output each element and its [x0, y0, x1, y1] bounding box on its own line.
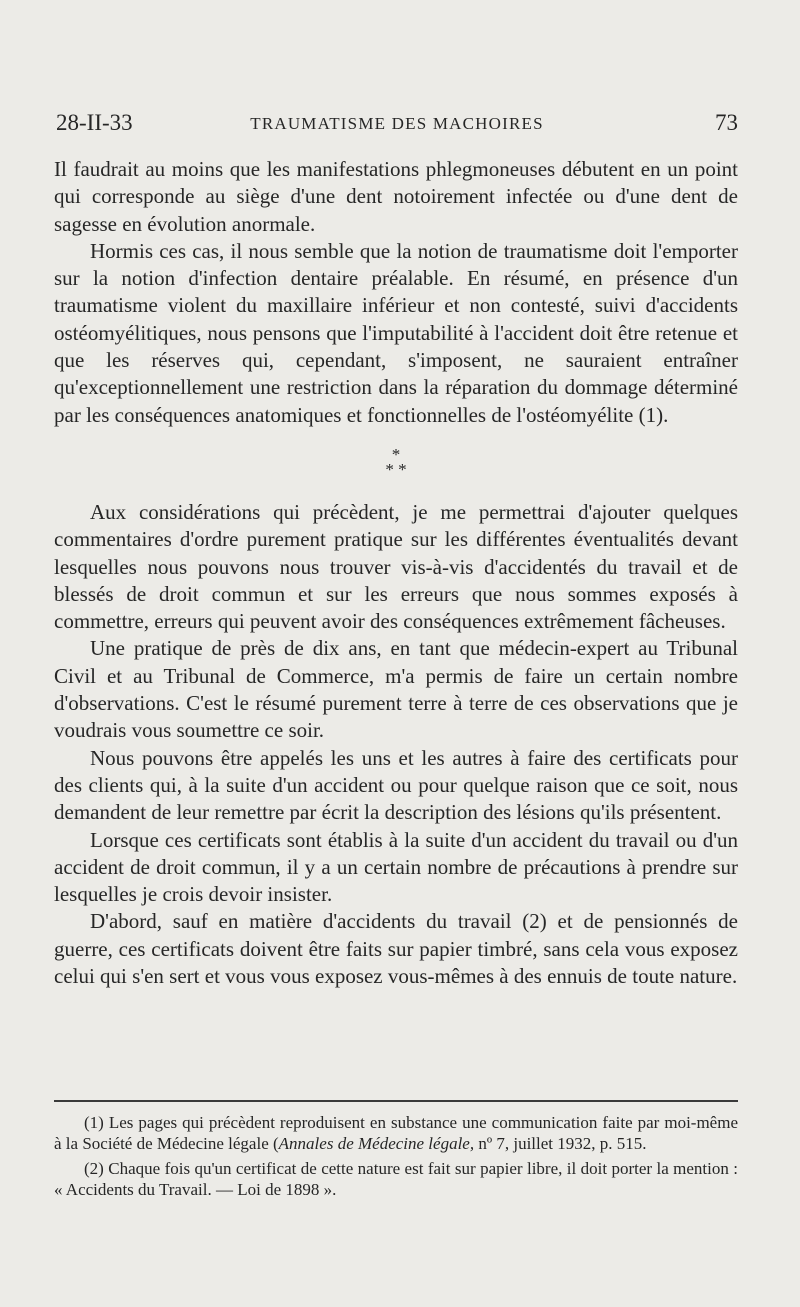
paragraph: Lorsque ces certificats sont établis à la suite d'un accident du travail ou d'un accident de droit commun, il y a un certain nombre de précautions à prendre sur lesquelles je crois devoir insister.: [54, 827, 738, 907]
section-separator: [54, 444, 738, 479]
footnote-2: (2) Chaque fois qu'un certificat de cette nature est fait sur papier libre, il doit porter la mention : « Accidents du Travail. — Loi de 1898 ».: [54, 1159, 738, 1199]
footnote-1: [54, 1112, 738, 1154]
paragraph: Nous pouvons être appelés les uns et les autres à faire des certificats pour des clients qui, à la suite d'un accident ou pour quelque raison que ce soit, nous demandent de leur remettre par écrit la description des lésions qu'ils présentent.: [54, 745, 738, 825]
header-date: 28-II-33: [56, 110, 133, 135]
body-text: [54, 156, 738, 990]
paragraph: Aux considérations qui précèdent, je me permettrai d'ajouter quelques commentaires d'ordre purement pratique sur les différentes éventualités devant lesquelles nous pouvons nous trouver vis-à-vis d'accidentés du travail et de blessés de droit commun et sur les erreurs que nous sommes exposés à commettre, erreurs qui peuvent avoir des conséquences extrêmement fâcheuses.: [54, 499, 738, 634]
separator-star-top: *: [391, 444, 401, 464]
footnote-1-journal: Annales de Médecine légale,: [278, 1134, 475, 1153]
running-header: [56, 110, 738, 142]
paragraph: Une pratique de près de dix ans, en tant que médecin-expert au Tribunal Civil et au Tribunal de Commerce, m'a permis de faire un certain nombre d'observations. C'est le résumé purement terre à terre de ces observations que je voudrais vous soumettre ce soir.: [54, 636, 738, 743]
header-title: TRAUMATISME DES MACHOIRES: [250, 114, 544, 133]
footnote-1-text: (1) Les pages qui précèdent reproduisent en substance une communication faite par moi-même à la Société de Médecine légale (: [54, 1113, 738, 1153]
paragraph: D'abord, sauf en matière d'accidents du travail (2) et de pensionnés de guerre, ces certificats doivent être faits sur papier timbré, sans cela vous exposez celui qui s'en sert et vous vous exposez vous-mêmes à des ennuis de toute nature.: [54, 909, 738, 989]
footnote-1-citation: nº 7, juillet 1932, p. 515.: [474, 1134, 647, 1153]
paragraph: Il faudrait au moins que les manifestations phlegmoneuses débutent en un point qui corresponde au siège d'une dent notoirement infectée ou d'une dent de sagesse en évolution anormale.: [54, 157, 738, 236]
separator-stars-bottom: * *: [385, 459, 407, 479]
footnotes: [54, 1112, 738, 1204]
paragraph: Hormis ces cas, il nous semble que la notion de traumatisme doit l'emporter sur la notion d'infection dentaire préalable. En résumé, en présence d'un traumatisme violent du maxillaire inférieur et non contesté, suivi d'accidents ostéomyélitiques, nous pensons que l'imputabilité à l'accident doit être retenue et que les réserves qui, cependant, s'imposent, ne sauraient entraîner qu'exceptionnellement une restriction dans la réparation du dommage déterminé par les conséquences anatomiques et fonctionnelles de l'ostéomyélite (1).: [54, 238, 738, 427]
page-number: 73: [715, 110, 738, 135]
footnote-rule: [54, 1100, 738, 1102]
